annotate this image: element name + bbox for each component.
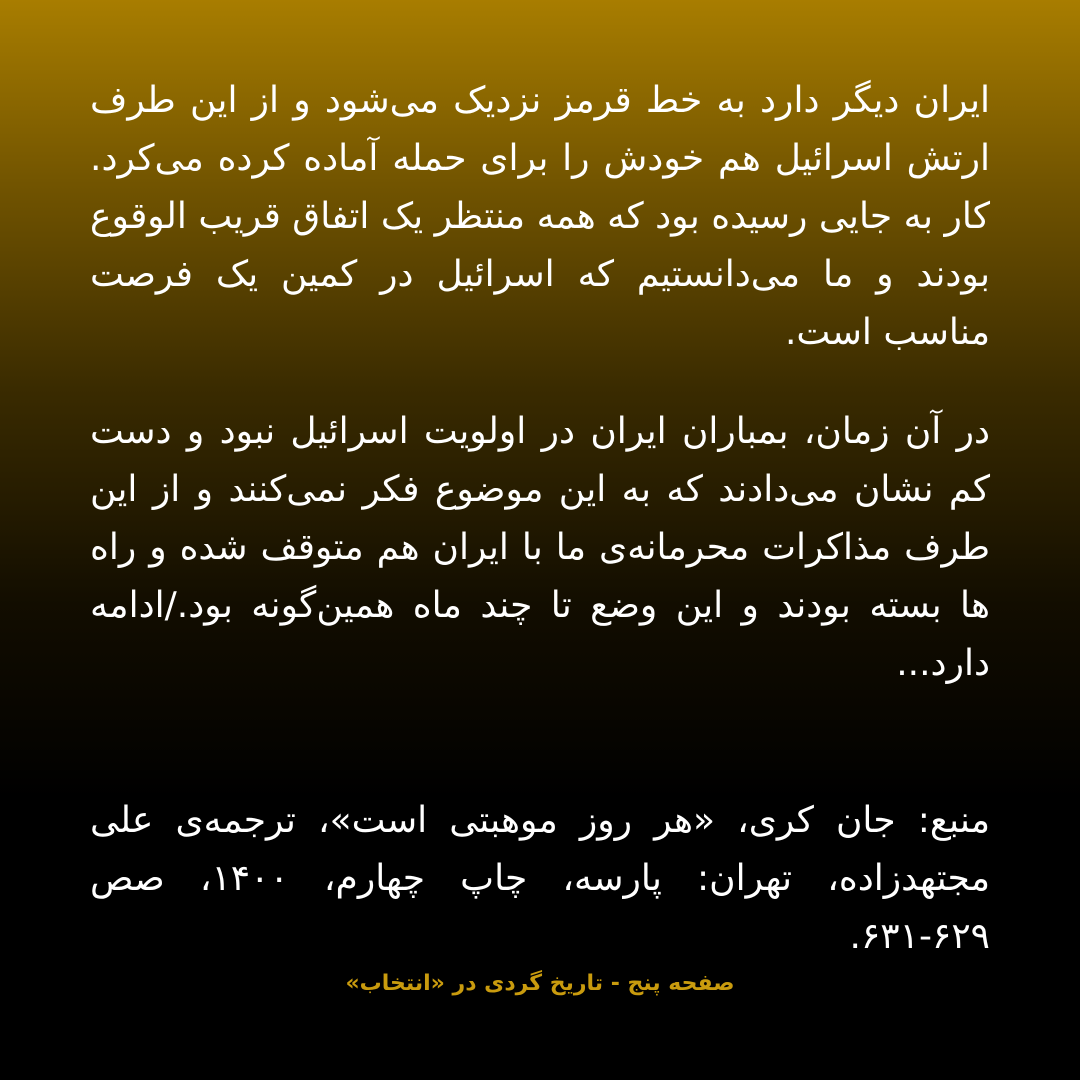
- paragraph-one: ایران دیگر دارد به خط قرمز نزدیک می‌شود و از این طرف ارتش اسرائیل هم خودش را برای حمله آماده کرده می‌کرد. کار به جایی رسیده بود که همه منتظر یک اتفاق قریب الوقوع بودند و ما می‌دانستیم که اسرائیل در کمین یک فرصت مناسب است.: [90, 80, 990, 353]
- page-footer-caption: صفحه پنج - تاریخ گردی در «انتخاب»: [345, 971, 735, 996]
- paragraph-two: در آن زمان، بمباران ایران در اولویت اسرائیل نبود و دست کم نشان می‌دادند که به این موضوع فکر نمی‌کنند و از این طرف مذاکرات محرمانه‌ی ما با ایران هم متوقف شده و راه ها بسته بودند و این وضع تا چند ماه همین‌گونه بود./ادامه دارد...: [90, 411, 990, 684]
- source-citation: منبع: جان کری، «هر روز موهبتی است»، ترجمه‌ی علی مجتهدزاده، تهران: پارسه، چاپ چهارم، ۱۴۰۰، صص ۶۲۹-۶۳۱.: [90, 800, 990, 957]
